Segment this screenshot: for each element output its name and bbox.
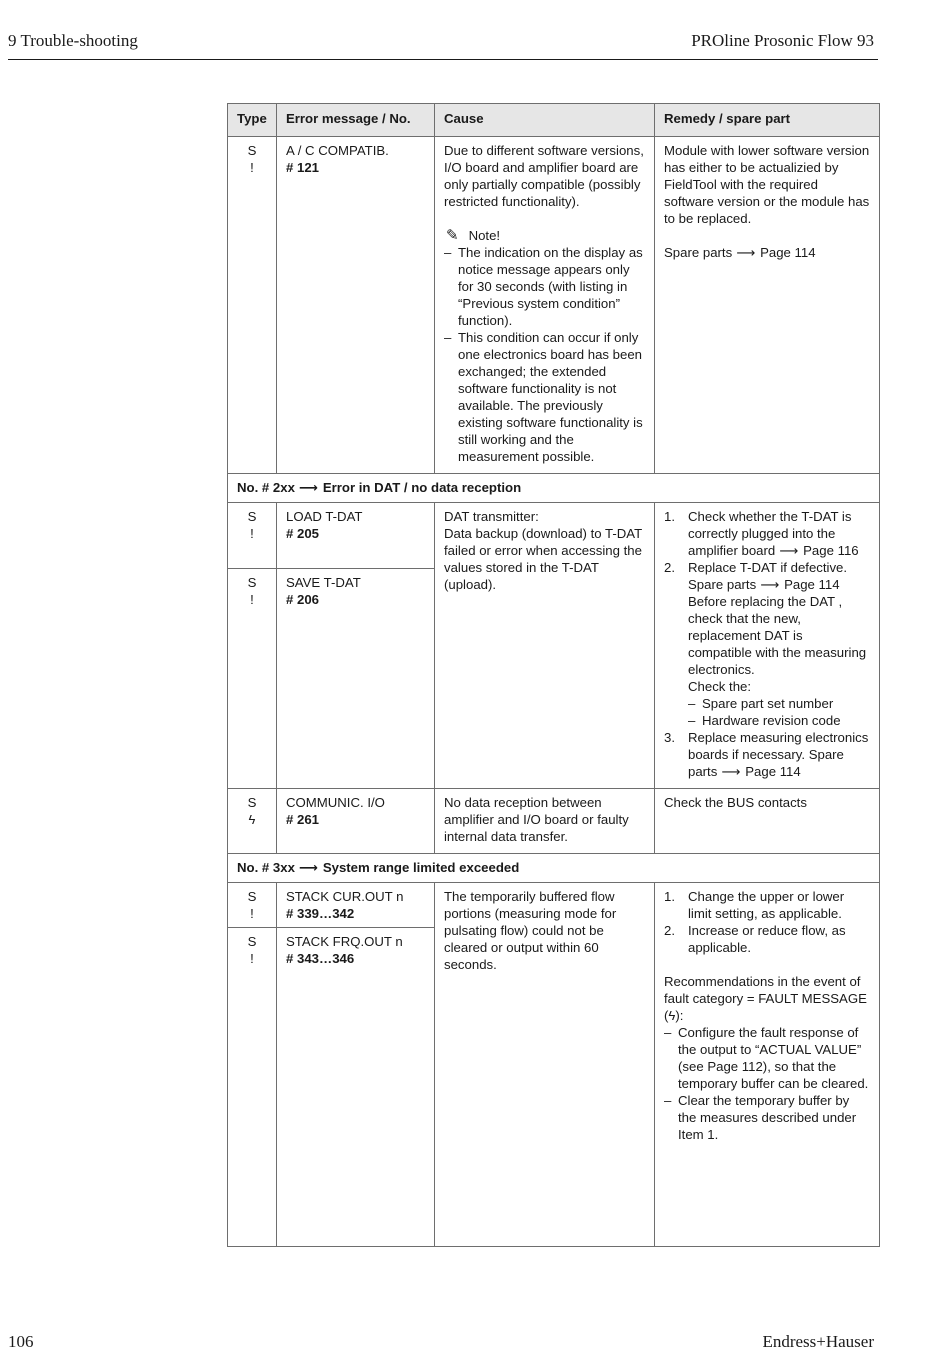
check-list — [688, 695, 870, 729]
list-item: – The indication on the display as notice message appears only for 30 seconds (with listing in “Previous system condition” function). — [444, 244, 645, 329]
page-number: 106 — [8, 1332, 34, 1351]
remedy-cell — [655, 503, 880, 789]
step-text: Increase or reduce flow, as applicable. — [688, 923, 846, 955]
arrow-right-icon: ⟶ — [298, 480, 318, 495]
step-check-label: Check the: — [688, 679, 752, 694]
pencil-icon: ✎ — [446, 227, 459, 244]
type-symbol: ! — [250, 592, 254, 607]
section-title: Error in DAT / no data reception — [322, 480, 522, 495]
section-title: System range limited exceeded — [322, 860, 520, 875]
list-item — [664, 559, 870, 729]
type-cell — [228, 883, 277, 928]
note-list — [444, 244, 645, 465]
message-cell — [277, 569, 435, 789]
remedy-text: Module with lower software version has either to be actualizied by FieldTool with the required software version or the module has to be replaced. — [664, 143, 870, 226]
cause-text: No data reception between amplifier and I/O board or faulty internal data transfer. — [444, 795, 629, 844]
remedy-cell — [655, 883, 880, 1247]
error-number: # 261 — [286, 812, 320, 827]
error-number: # 206 — [286, 592, 320, 607]
list-item: – Spare part set number — [688, 695, 870, 712]
table-row — [228, 883, 880, 928]
page-ref: Page 114 — [784, 577, 840, 592]
lightning-icon: ϟ — [248, 812, 256, 827]
type-symbol: ! — [250, 951, 254, 966]
cause-text: Due to different software versions, I/O board and amplifier board are only partially compatible (possibly restricted functionality). — [444, 143, 644, 209]
message-cell — [277, 883, 435, 928]
spare-parts-ref — [664, 244, 870, 261]
list-item: – Configure the fault response of the output to “ACTUAL VALUE” (see Page 112), so that the temporary buffer can be cleared. — [664, 1024, 870, 1092]
step-number: 1. — [664, 509, 675, 524]
page-ref: Page 114 — [760, 245, 816, 260]
step-number: 2. — [664, 560, 675, 575]
type-symbol: ! — [250, 906, 254, 921]
brand-logo-text: Endress+Hauser — [762, 1332, 874, 1351]
section-row — [228, 854, 880, 883]
page-ref: Page 116 — [803, 543, 859, 558]
type-letter: S — [247, 509, 257, 524]
header-rule — [8, 59, 878, 60]
type-cell — [228, 503, 277, 569]
message-cell — [277, 789, 435, 854]
table-row — [228, 503, 880, 569]
cause-text: The temporarily buffered flow portions (measuring mode for pulsating flow) could not be cleared or output within 60 seconds. — [444, 889, 617, 972]
table-row — [228, 789, 880, 854]
list-item: – Hardware revision code — [688, 712, 870, 729]
list-item: – Clear the temporary buffer by the measures described under Item 1. — [664, 1092, 870, 1143]
type-letter: S — [247, 795, 257, 810]
remedy-steps — [664, 888, 870, 956]
list-item — [664, 922, 870, 956]
remedy-cell — [655, 789, 880, 854]
error-number: # 121 — [286, 160, 320, 175]
arrow-right-icon: ⟶ — [736, 245, 756, 260]
arrow-right-icon: ⟶ — [298, 860, 318, 875]
remedy-text: Check the BUS contacts — [664, 795, 807, 810]
list-item — [664, 508, 870, 559]
type-letter: S — [247, 575, 257, 590]
spare-parts-ref — [688, 576, 870, 593]
section-prefix: No. # 3xx — [237, 860, 295, 875]
cause-cell — [435, 789, 655, 854]
type-letter: S — [247, 889, 257, 904]
step-text: Change the upper or lower limit setting, as applicable. — [688, 889, 845, 921]
error-message: STACK FRQ.OUT n — [286, 934, 403, 949]
col-remedy-header: Remedy / spare part — [655, 104, 880, 137]
error-message: LOAD T-DAT — [286, 509, 363, 524]
cause-cell — [435, 503, 655, 789]
remedy-steps — [664, 508, 870, 780]
step-number: 1. — [664, 889, 675, 904]
error-number: # 343…346 — [286, 951, 355, 966]
recommendation-list — [664, 1024, 870, 1143]
error-table — [227, 103, 880, 1247]
error-number: # 205 — [286, 526, 320, 541]
arrow-right-icon: ⟶ — [779, 543, 799, 558]
arrow-right-icon: ⟶ — [721, 764, 741, 779]
step-text: Replace measuring electronics boards if necessary. Spare parts — [688, 730, 869, 779]
step-text: Replace T-DAT if defective. — [688, 560, 848, 575]
remedy-cell — [655, 137, 880, 474]
step-number: 3. — [664, 730, 675, 745]
type-cell — [228, 928, 277, 1247]
type-letter: S — [247, 934, 257, 949]
error-message: STACK CUR.OUT n — [286, 889, 404, 904]
step-note: Before replacing the DAT , check that the new, replacement DAT is compatible with the measuring electronics. — [688, 594, 867, 677]
section-heading — [228, 474, 880, 503]
type-cell — [228, 569, 277, 789]
error-message: COMMUNIC. I/O — [286, 795, 385, 810]
note-heading — [444, 227, 645, 244]
col-type-header: Type — [228, 104, 277, 137]
spare-parts-label: Spare parts — [688, 577, 757, 592]
error-message: A / C COMPATIB. — [286, 143, 389, 158]
arrow-right-icon: ⟶ — [760, 577, 780, 592]
cause-line: DAT transmitter: — [444, 509, 539, 524]
cause-cell — [435, 137, 655, 474]
table-header-row — [228, 104, 880, 137]
recommendation-text: Recommendations in the event of fault category = FAULT MESSAGE (ϟ): — [664, 974, 867, 1023]
list-item — [664, 729, 870, 780]
error-message: SAVE T-DAT — [286, 575, 361, 590]
spare-parts-label: Spare parts — [664, 245, 733, 260]
table-row — [228, 137, 880, 474]
step-number: 2. — [664, 923, 675, 938]
type-symbol: ! — [250, 526, 254, 541]
type-cell — [228, 137, 277, 474]
section-header: 9 Trouble-shooting — [8, 31, 138, 50]
type-cell — [228, 789, 277, 854]
list-item: – This condition can occur if only one electronics board has been exchanged; the extended software functionality is not available. The previously existing software functionality is still working and the measurement possible. — [444, 329, 645, 465]
page-ref: Page 114 — [745, 764, 801, 779]
error-number: # 339…342 — [286, 906, 355, 921]
message-cell — [277, 503, 435, 569]
section-heading — [228, 854, 880, 883]
section-row — [228, 474, 880, 503]
list-item — [664, 888, 870, 922]
section-prefix: No. # 2xx — [237, 480, 295, 495]
type-letter: S — [247, 143, 257, 158]
cause-cell — [435, 883, 655, 1247]
message-cell — [277, 928, 435, 1247]
note-label: Note! — [468, 228, 501, 243]
type-symbol: ! — [250, 160, 254, 175]
step-text: Check whether the T-DAT is correctly plugged into the amplifier board — [688, 509, 852, 558]
message-cell — [277, 137, 435, 474]
col-message-header: Error message / No. — [277, 104, 435, 137]
cause-text: Data backup (download) to T-DAT failed or error when accessing the values stored in the T-DAT (upload). — [444, 526, 642, 592]
col-cause-header: Cause — [435, 104, 655, 137]
product-header: PROline Prosonic Flow 93 — [691, 31, 874, 50]
